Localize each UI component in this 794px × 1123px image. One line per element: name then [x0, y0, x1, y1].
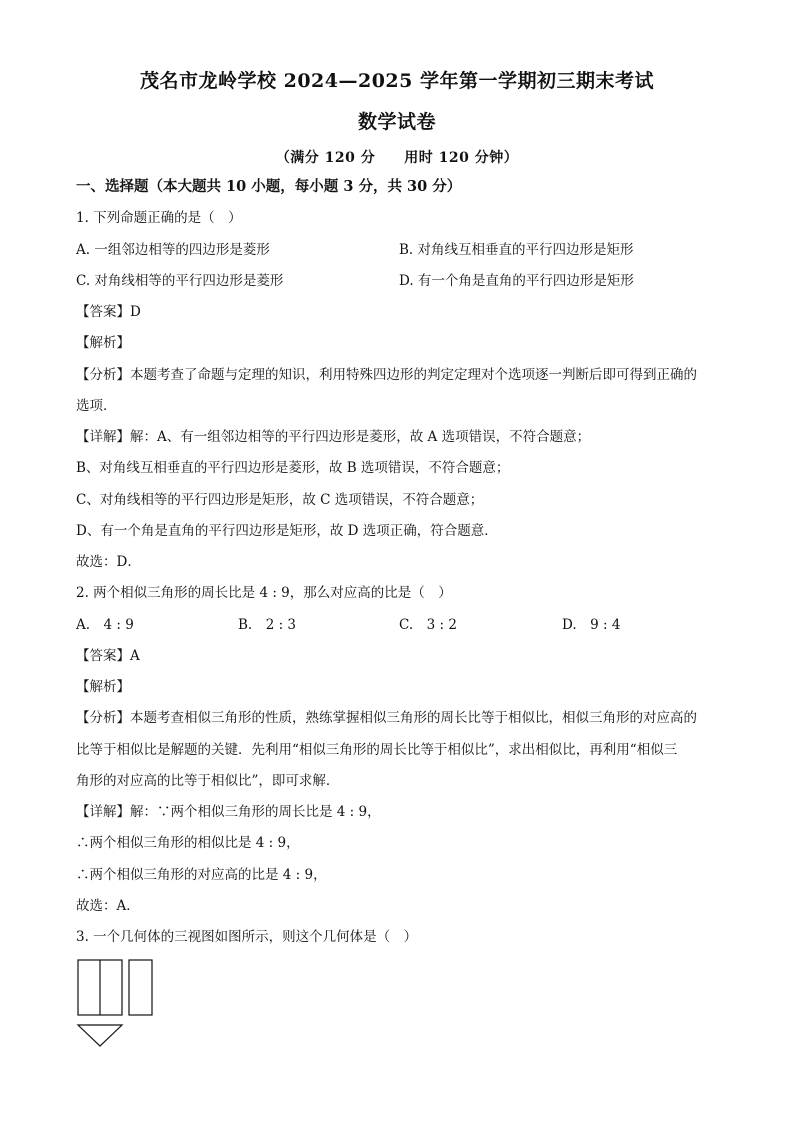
q3-stem: 3. 一个几何体的三视图如图所示，则这个几何体是（ ） [76, 929, 418, 945]
q2-stem: 2. 两个相似三角形的周长比是 4 : 9，那么对应高的比是（ ） [76, 585, 452, 601]
q2-option-a: A. 4 : 9 [76, 617, 134, 633]
q1-analysis-line-1: 【分析】本题考查了命题与定理的知识，利用特殊四边形的判定定理对个选项逐一判断后即可得到正确的 [76, 367, 697, 383]
q2-answer: 【答案】A [76, 648, 140, 664]
q1-option-c: C. 对角线相等的平行四边形是菱形 [76, 273, 284, 289]
q2-analysis-line-2: 比等于相似比是解题的关键．先利用“相似三角形的周长比等于相似比”，求出相似比，再利用“相似三 [76, 742, 678, 758]
section-heading: 一、选择题（本大题共 10 小题，每小题 3 分，共 30 分） [76, 178, 462, 195]
three-view-figure [76, 958, 156, 1050]
exam-title: 茂名市龙岭学校 2024—2025 学年第一学期初三期末考试 [140, 70, 654, 92]
q1-jiexi-label: 【解析】 [76, 335, 130, 351]
q2-analysis-line-1: 【分析】本题考查相似三角形的性质，熟练掌握相似三角形的周长比等于相似比，相似三角形的对应高的 [76, 710, 697, 726]
q2-jiexi-label: 【解析】 [76, 679, 130, 695]
q1-option-d: D. 有一个角是直角的平行四边形是矩形 [399, 273, 634, 289]
q1-option-a: A. 一组邻边相等的四边形是菱形 [76, 242, 270, 258]
exam-info: （满分 120 分 用时 120 分钟） [275, 150, 519, 166]
q2-option-c: C. 3 : 2 [399, 617, 457, 633]
q2-analysis-line-3: 角形的对应高的比等于相似比”，即可求解． [76, 773, 340, 789]
q2-option-d: D. 9 : 4 [562, 617, 621, 633]
q2-option-b: B. 2 : 3 [238, 617, 297, 633]
q2-detail-line-3: ∴两个相似三角形的对应高的比是 4 : 9， [76, 867, 327, 883]
side-view [129, 960, 152, 1015]
q1-analysis-line-2: 选项． [76, 398, 117, 414]
exam-subtitle: 数学试卷 [357, 111, 436, 133]
q2-detail-line-2: ∴两个相似三角形的相似比是 4 : 9， [76, 835, 300, 851]
q1-option-b: B. 对角线互相垂直的平行四边形是矩形 [399, 242, 634, 258]
front-view [78, 960, 122, 1015]
q1-detail-line-1: 【详解】解：A、有一组邻边相等的平行四边形是菱形，故 A 选项错误，不符合题意； [76, 429, 591, 445]
top-view-triangle [78, 1025, 122, 1046]
q1-answer: 【答案】D [76, 304, 141, 320]
q1-detail-line-4: D、有一个角是直角的平行四边形是矩形，故 D 选项正确，符合题意． [76, 523, 498, 539]
q1-stem: 1. 下列命题正确的是（ ） [76, 210, 242, 226]
q2-conclusion: 故选：A． [76, 898, 140, 914]
q1-detail-line-2: B、对角线互相垂直的平行四边形是菱形，故 B 选项错误，不符合题意； [76, 460, 510, 476]
q1-conclusion: 故选：D． [76, 554, 141, 570]
q1-detail-line-3: C、对角线相等的平行四边形是矩形，故 C 选项错误，不符合题意； [76, 492, 484, 508]
q2-detail-line-1: 【详解】解：∵两个相似三角形的周长比是 4 : 9， [76, 804, 381, 820]
